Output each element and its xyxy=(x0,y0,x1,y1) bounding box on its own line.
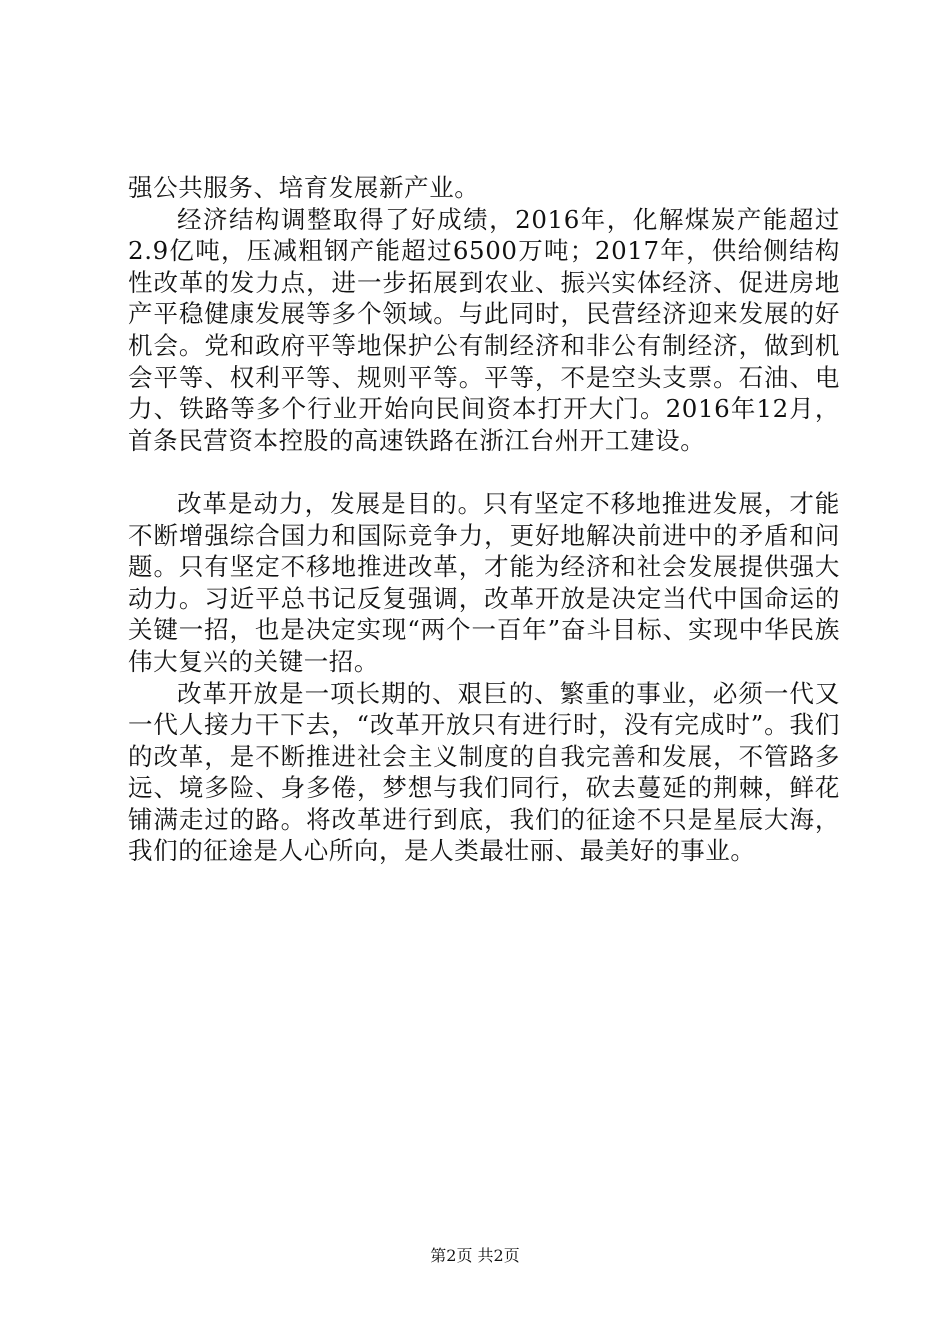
paragraph-spacer xyxy=(128,456,840,488)
paragraph-economic-structure: 经济结构调整取得了好成绩，2016年，化解煤炭产能超过2.9亿吨，压减粗钢产能超过6500万吨；2017年，供给侧结构性改革的发力点，进一步拓展到农业、振兴实体经济、促进房地产平稳健康发展等多个领域。与此同时，民营经济迎来发展的好机会。党和政府平等地保护公有制经济和非公有制经济，做到机会平等、权利平等、规则平等。平等，不是空头支票。石油、电力、铁路等多个行业开始向民间资本打开大门。2016年12月，首条民营资本控股的高速铁路在浙江台州开工建设。 xyxy=(128,204,840,455)
paragraph-continued: 强公共服务、培育发展新产业。 xyxy=(128,173,480,202)
document-body xyxy=(128,172,840,867)
paragraph-reform-long-term: 改革开放是一项长期的、艰巨的、繁重的事业，必须一代又一代人接力干下去，“改革开放只有进行时，没有完成时”。我们的改革，是不断推进社会主义制度的自我完善和发展，不管路多远、境多险、身多倦，梦想与我们同行，砍去蔓延的荆棘，鲜花铺满走过的路。将改革进行到底，我们的征途不只是星辰大海，我们的征途是人心所向，是人类最壮丽、最美好的事业。 xyxy=(128,678,840,866)
page-footer: 第2页 共2页 xyxy=(430,1246,520,1265)
paragraph-reform-development: 改革是动力，发展是目的。只有坚定不移地推进发展，才能不断增强综合国力和国际竞争力，更好地解决前进中的矛盾和问题。只有坚定不移地推进改革，才能为经济和社会发展提供强大动力。习近平总书记反复强调，改革开放是决定当代中国命运的关键一招，也是决定实现“两个一百年”奋斗目标、实现中华民族伟大复兴的关键一招。 xyxy=(128,488,840,676)
